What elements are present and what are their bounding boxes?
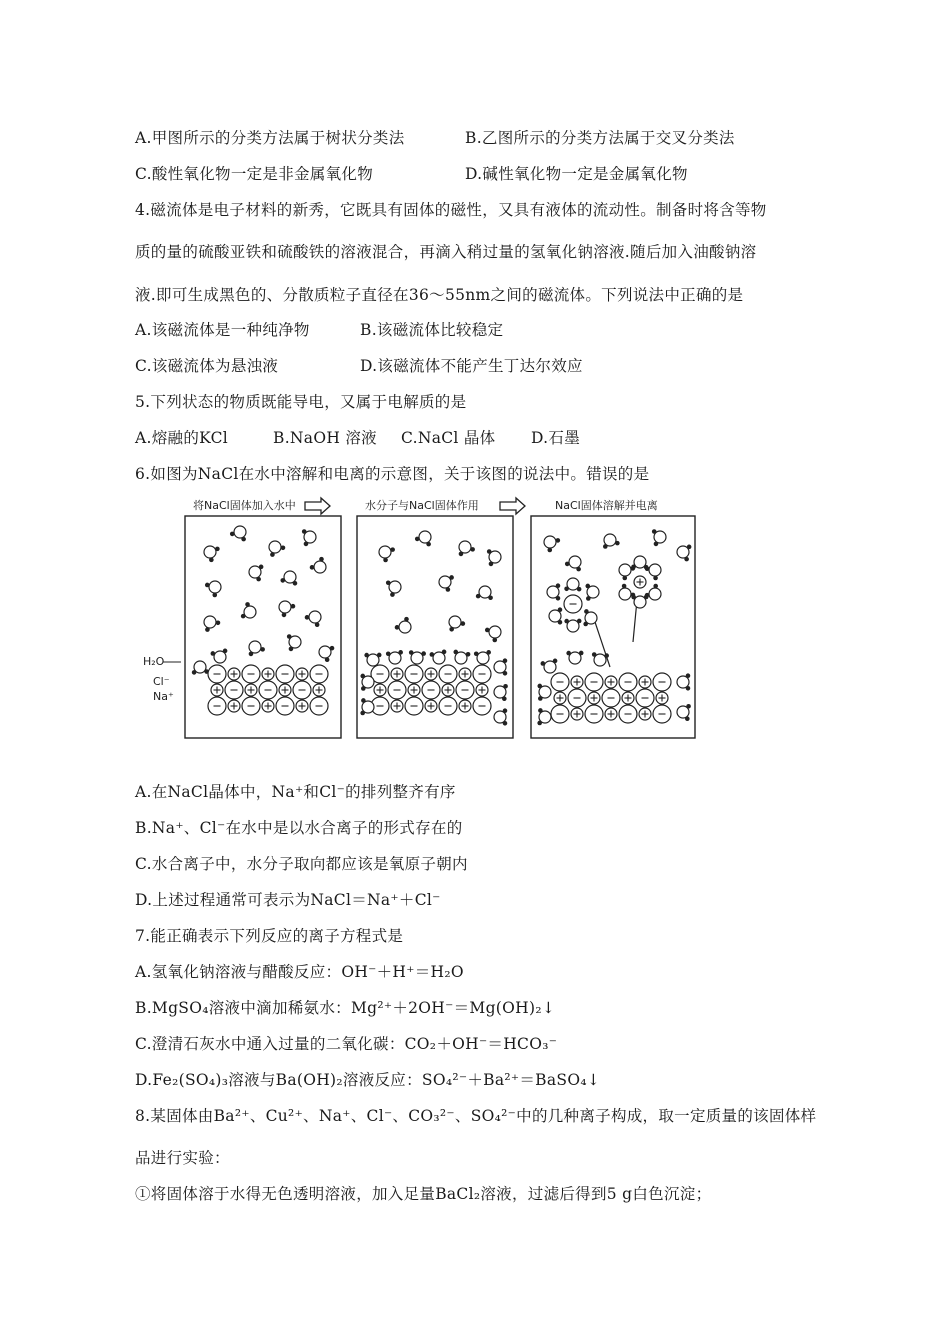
q7-option-d: D.Fe₂(SO₄)₃溶液与Ba(OH)₂溶液反应：SO₄²⁻＋Ba²⁺＝BaSO₄↓ [135, 1071, 601, 1089]
water-molecule [631, 595, 648, 608]
q6-option-a: A.在NaCl晶体中，Na⁺和Cl⁻的排列整齐有序 [135, 783, 456, 801]
arrow-icon [305, 498, 330, 514]
water-molecule [204, 616, 220, 632]
water-molecule [241, 602, 256, 618]
chloride-ion [422, 681, 440, 699]
q7-option-a: A.氢氧化钠溶液与醋酸反应：OH⁻＋H⁺＝H₂O [135, 963, 464, 981]
chloride-ion [619, 673, 637, 691]
water-molecule [319, 646, 334, 662]
q4-options-row-1 [135, 318, 503, 340]
q3-option-c: C.酸性氧化物一定是非金属氧化物 [135, 165, 374, 183]
q5-option-b: B.NaOH 溶液 [273, 429, 377, 447]
sodium-ion [296, 668, 308, 680]
q4-stem-line-2: 质的量的硫酸亚铁和硫酸铁的溶液混合，再滴入稍过量的氢氧化钠溶液.随后加入油酸钠溶 [135, 243, 757, 261]
sodium-ion [262, 668, 274, 680]
q7-stem: 7.能正确表示下列反应的离子方程式是 [135, 927, 404, 945]
chloride-ion [208, 665, 226, 683]
sodium-ion [245, 684, 257, 696]
chloride-ion [293, 681, 311, 699]
water-molecule [544, 536, 560, 552]
water-molecule [379, 546, 395, 562]
water-molecule [537, 684, 551, 701]
water-molecule [310, 557, 326, 573]
water-molecule [566, 651, 583, 664]
chloride-ion [653, 673, 671, 691]
water-molecule [677, 545, 691, 562]
water-molecule [631, 556, 648, 569]
sodium-ion [374, 684, 386, 696]
chloride-ion [568, 689, 586, 707]
water-molecule [305, 611, 321, 627]
chloride-ion [310, 697, 328, 715]
sodium-ion [262, 700, 274, 712]
chloride-ion [473, 665, 491, 683]
water-molecule [449, 616, 465, 632]
sodium-ion [442, 684, 454, 696]
water-molecule [677, 673, 690, 690]
q8-stem-line-2: 品进行实验： [135, 1149, 230, 1167]
water-molecule [547, 583, 560, 600]
chloride-ion [242, 665, 260, 683]
sodium-ion [571, 676, 583, 688]
water-molecule [652, 529, 666, 546]
water-molecule [565, 556, 581, 571]
water-molecule [494, 708, 507, 725]
sodium-ion [228, 700, 240, 712]
water-molecule [415, 531, 431, 546]
sodium-ion [634, 576, 646, 588]
water-molecule [269, 541, 285, 557]
sodium-ion [425, 668, 437, 680]
sodium-ion [476, 684, 488, 696]
panel-1-title: 将NaCl固体加入水中 [193, 499, 296, 512]
chloride-ion [551, 705, 569, 723]
chloride-ion [602, 689, 620, 707]
water-molecule [549, 607, 562, 624]
chloride-ion [388, 681, 406, 699]
q4-option-d: D.该磁流体不能产生丁达尔效应 [360, 357, 583, 375]
water-molecule [541, 659, 558, 673]
sodium-ion [391, 700, 403, 712]
water-molecule [537, 708, 551, 725]
q3-option-a: A.甲图所示的分类方法属于树状分类法 [135, 129, 405, 147]
q5-option-a: A.熔融的KCl [135, 429, 229, 447]
q4-option-c: C.该磁流体为悬浊液 [135, 357, 279, 375]
water-molecule [677, 704, 691, 721]
water-molecule [439, 575, 454, 592]
water-molecule [230, 526, 246, 541]
nacl-dissolution-figure [143, 492, 725, 750]
chloride-ion [456, 681, 474, 699]
water-molecule [280, 571, 297, 586]
chloride-ion [551, 673, 569, 691]
q3-options-row-1 [135, 126, 735, 148]
q7-option-c: C.澄清石灰水中通入过量的二氧化碳：CO₂＋OH⁻＝HCO₃⁻ [135, 1035, 558, 1053]
chloride-ion [259, 681, 277, 699]
q4-stem-line-1: 4.磁流体是电子材料的新秀，它既具有固体的磁性，又具有液体的流动性。制备时将含等物 [135, 201, 767, 219]
chloride-ion [585, 705, 603, 723]
water-molecule [564, 619, 581, 632]
water-molecule [474, 650, 491, 664]
sodium-ion [296, 700, 308, 712]
q6-stem: 6.如图为NaCl在水中溶解和电离的示意图，关于该图的说法中。错误的是 [135, 465, 650, 483]
water-molecule [494, 684, 508, 701]
water-molecule [205, 581, 221, 597]
chloride-ion [439, 697, 457, 715]
sodium-ion [313, 684, 325, 696]
water-molecule [459, 541, 475, 556]
water-molecule [453, 650, 470, 664]
water-molecule [249, 565, 263, 582]
q3-options-row-2 [135, 162, 688, 184]
water-molecule [204, 546, 220, 562]
chloride-ion [585, 673, 603, 691]
water-molecule [487, 549, 501, 566]
q5-option-d: D.石墨 [531, 429, 581, 447]
chloride-ion [310, 665, 328, 683]
q8-stem-line-1: 8.某固体由Ba²⁺、Cu²⁺、Na⁺、Cl⁻、CO₃²⁻、SO₄²⁻中的几种离子构成，取一定质量的该固体样 [135, 1107, 817, 1125]
sodium-ion [588, 692, 600, 704]
water-molecule [476, 586, 493, 600]
water-molecule [592, 652, 609, 666]
chloride-ion [242, 697, 260, 715]
sodium-ion [639, 676, 651, 688]
panel-1-molecules [192, 526, 335, 715]
label-na: Na⁺ [153, 690, 174, 703]
q6-option-d: D.上述过程通常可表示为NaCl＝Na⁺＋Cl⁻ [135, 891, 441, 909]
chloride-ion [208, 697, 226, 715]
panel-3-molecules [537, 529, 691, 725]
sodium-ion [639, 708, 651, 720]
q6-option-b: B.Na⁺、Cl⁻在水中是以水合离子的形式存在的 [135, 819, 463, 837]
water-molecule [192, 661, 209, 675]
chloride-ion [619, 705, 637, 723]
water-molecule [564, 578, 581, 591]
chloride-ion [276, 697, 294, 715]
q4-stem-line-3: 液.即可生成黑色的、分散质粒子直径在36～55nm之间的磁流体。下列说法中正确的是 [135, 286, 744, 304]
panel-3-title: NaCl固体溶解并电离 [555, 499, 658, 512]
panel-2-molecules [360, 531, 508, 726]
chloride-ion [405, 665, 423, 683]
sodium-ion [622, 692, 634, 704]
sodium-ion [605, 676, 617, 688]
q8-step-1: ①将固体溶于水得无色透明溶液，加入足量BaCl₂溶液，过滤后得到5 g白色沉淀； [135, 1185, 712, 1203]
sodium-ion [656, 692, 668, 704]
sodium-ion [211, 684, 223, 696]
water-molecule [249, 641, 265, 656]
chloride-ion [276, 665, 294, 683]
chloride-ion [636, 689, 654, 707]
water-molecule [211, 649, 228, 663]
water-molecule [585, 584, 599, 601]
water-molecule [287, 634, 301, 651]
sodium-ion [391, 668, 403, 680]
sodium-ion [408, 684, 420, 696]
q4-option-a: A.该磁流体是一种纯净物 [135, 321, 310, 339]
q5-options-row [135, 426, 580, 448]
q4-option-b: B.该磁流体比较稳定 [360, 321, 504, 339]
sodium-ion [279, 684, 291, 696]
q4-options-row-2 [135, 354, 583, 376]
water-molecule [386, 650, 403, 664]
panel-2-title: 水分子与NaCl固体作用 [365, 499, 479, 512]
sodium-ion [605, 708, 617, 720]
water-molecule [302, 529, 316, 546]
sodium-ion [554, 692, 566, 704]
chloride-ion [405, 697, 423, 715]
water-molecule [430, 650, 447, 664]
sodium-ion [459, 700, 471, 712]
q3-option-d: D.碱性氧化物一定是金属氧化物 [465, 165, 688, 183]
q6-option-c: C.水合离子中，水分子取向都应该是氧原子朝内 [135, 855, 468, 873]
sodium-ion [459, 668, 471, 680]
chloride-ion [653, 705, 671, 723]
water-molecule [395, 617, 411, 633]
q5-stem: 5.下列状态的物质既能导电，又属于电解质的是 [135, 393, 467, 411]
water-molecule [360, 698, 374, 715]
q5-option-c: C.NaCl 晶体 [401, 429, 496, 447]
arrow-icon [500, 498, 525, 514]
water-molecule [485, 626, 501, 642]
water-molecule [603, 534, 620, 549]
sodium-ion [425, 700, 437, 712]
water-molecule [386, 580, 401, 596]
sodium-ion [571, 708, 583, 720]
chloride-ion [473, 697, 491, 715]
q3-option-b: B.乙图所示的分类方法属于交叉分类法 [465, 129, 735, 147]
water-molecule [364, 653, 381, 666]
chloride-ion [564, 595, 582, 613]
chloride-ion [439, 665, 457, 683]
water-molecule [279, 601, 295, 617]
sodium-ion [228, 668, 240, 680]
label-cl: Cl⁻ [153, 675, 170, 688]
water-molecule [494, 658, 507, 675]
q7-option-b: B.MgSO₄溶液中滴加稀氨水：Mg²⁺＋2OH⁻＝Mg(OH)₂↓ [135, 999, 556, 1017]
label-h2o: H₂O [143, 655, 165, 668]
water-molecule [409, 650, 426, 664]
chloride-ion [225, 681, 243, 699]
